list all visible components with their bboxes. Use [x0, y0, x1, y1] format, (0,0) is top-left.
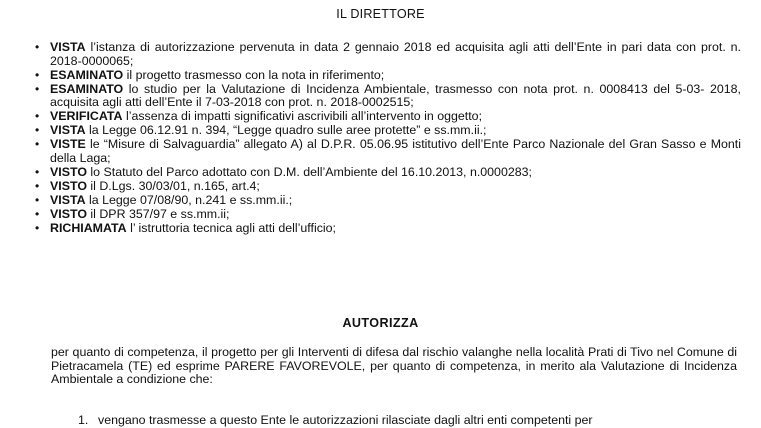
bullet-icon: •: [35, 178, 40, 193]
premise-item: [35, 138, 741, 165]
premise-keyword: ESAMINATO: [50, 81, 124, 96]
premise-keyword: VISTA: [50, 123, 86, 137]
premise-keyword: VISTA: [50, 40, 86, 54]
bullet-icon: •: [35, 40, 40, 54]
premise-text: il D.Lgs. 30/03/01, n.165, art.4;: [86, 178, 260, 193]
premise-item: [35, 208, 741, 222]
premise-text: l’assenza di impatti significativi ascrivibili all’intervento in oggetto;: [122, 109, 483, 123]
premise-keyword: VISTE: [50, 137, 86, 151]
bullet-icon: •: [35, 123, 40, 137]
bullet-icon: •: [35, 81, 40, 96]
bullet-icon: •: [35, 206, 40, 221]
heading-il-direttore: IL DIRETTORE: [336, 7, 425, 21]
premise-keyword: VERIFICATA: [50, 109, 123, 123]
premise-item: [35, 166, 741, 180]
premise-keyword: VISTO: [50, 178, 87, 193]
conditions-list: [78, 414, 743, 428]
condition-text: vengano trasmesse a questo Ente le autorizzazioni rilasciate dagli altri enti competenti per: [98, 413, 593, 427]
premise-text: il progetto trasmesso con la nota in riferimento;: [123, 67, 385, 82]
premises-list: [35, 41, 741, 236]
premise-keyword: VISTO: [50, 164, 87, 179]
condition-number: 1.: [78, 413, 89, 427]
premise-item: [35, 222, 741, 236]
premise-item: [35, 110, 741, 124]
premise-item: [35, 124, 741, 138]
bullet-icon: •: [35, 67, 40, 82]
premise-keyword: VISTO: [50, 206, 87, 221]
condition-item: [78, 414, 743, 428]
premise-item: [35, 69, 741, 83]
premise-keyword: ESAMINATO: [50, 67, 124, 82]
premise-item: [35, 194, 741, 208]
premise-text: la Legge 07/08/90, n.241 e ss.mm.ii.;: [85, 192, 293, 207]
premise-text: il DPR 357/97 e ss.mm.ii;: [86, 206, 230, 221]
bullet-icon: •: [35, 137, 40, 151]
premise-text: la Legge 06.12.91 n. 394, “Legge quadro sulle aree protette” e ss.mm.ii.;: [85, 123, 487, 137]
premise-text: l’istanza di autorizzazione pervenuta in data 2 gennaio 2018 ed acquisita agli atti dell’Ente in pari data con prot. n. 2018-0000065;: [50, 40, 741, 68]
heading-autorizza: AUTORIZZA: [342, 316, 419, 330]
bullet-icon: •: [35, 192, 40, 207]
bullet-icon: •: [35, 109, 40, 123]
premise-item: [35, 83, 741, 110]
premise-text: lo Statuto del Parco adottato con D.M. dell’Ambiente del 16.10.2013, n.0000283;: [86, 164, 532, 179]
authorization-paragraph: per quanto di competenza, il progetto per gli Interventi di difesa dal rischio valanghe nella località Prati di Tivo nel Comune di Pietracamela (TE) ed esprime PARERE FAVOREVOLE, per quanto di competenza, in merito ala Valutazione di Incidenza Ambientale a condizione che:: [51, 345, 737, 386]
premise-item: [35, 41, 741, 68]
premise-keyword: VISTA: [50, 192, 86, 207]
premise-item: [35, 180, 741, 194]
premise-text: le “Misure di Salvaguardia” allegato A) al D.P.R. 05.06.95 istitutivo dell’Ente Parco Nazionale del Gran Sasso e Monti della Laga;: [50, 137, 741, 165]
premise-text: l’ istruttoria tecnica agli atti dell’ufficio;: [126, 220, 336, 235]
premise-keyword: RICHIAMATA: [50, 220, 127, 235]
bullet-icon: •: [35, 164, 40, 179]
bullet-icon: •: [35, 220, 40, 235]
premise-text: lo studio per la Valutazione di Incidenza Ambientale, trasmesso con nota prot. n. 0008413 del 5-03- 2018, acquisita agli atti dell’Ente il 7-03-2018 con prot. n. 2018-0002515;: [50, 81, 741, 109]
